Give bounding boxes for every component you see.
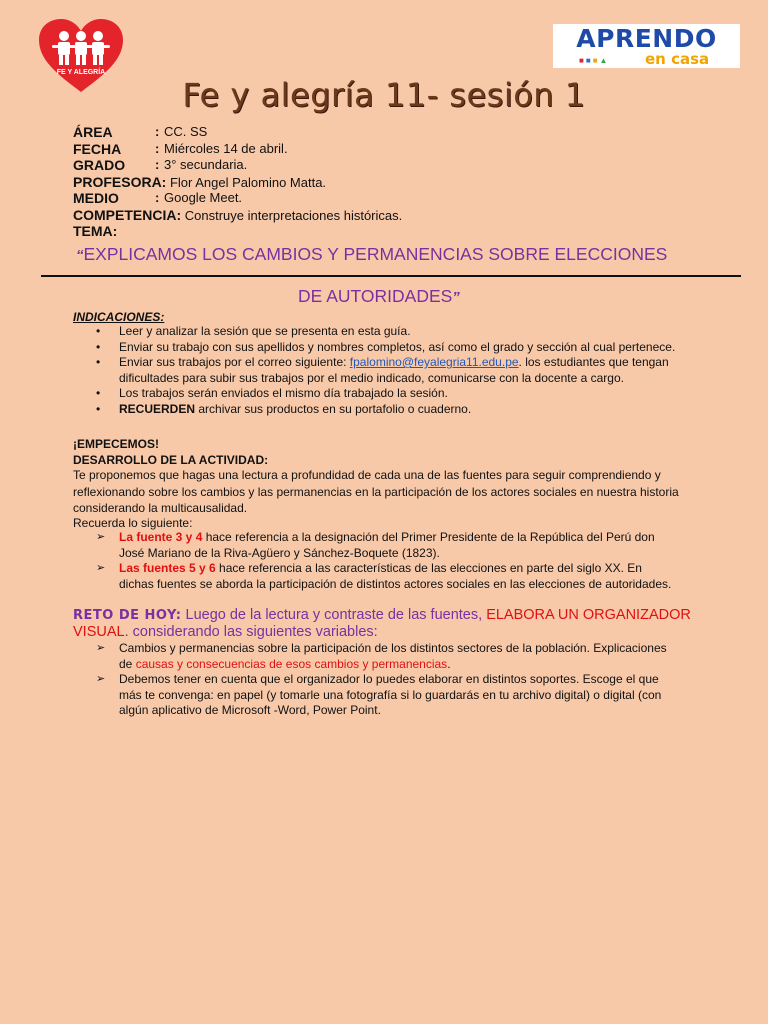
arrow-bullet-icon: ➢ (96, 531, 106, 543)
item-red: causas y consecuencias de esos cambios y permanencias (135, 656, 448, 671)
list-item (0, 340, 679, 356)
aprendo-en-casa-logo (553, 24, 740, 68)
reto-text-2: . considerando las siguientes variables: (124, 624, 378, 640)
email-link[interactable]: fpalomino@feyalegria11.edu.pe (349, 355, 519, 369)
grado-label: GRADO (73, 157, 126, 173)
mail-prefix: Enviar sus trabajos por el correo siguiente: (119, 355, 350, 369)
reto-red: ELABORA UN ORGANIZADOR VISUAL (73, 607, 691, 640)
item-text: Debemos tener en cuenta que el organizador lo puedes elaborar en distintos soportes. Escoge el que más te convenga: en papel (y tomarle una fotografía si lo guardarás en tu archivo digital) o digital (con algún aplicativo de Microsoft -Word, Power Point. (119, 672, 662, 717)
profesora-value: Flor Angel Palomino Matta. (169, 174, 327, 190)
bullet-icon: • (96, 355, 101, 369)
colon: : (155, 140, 160, 156)
item-text: Enviar su trabajo con sus apellidos y nombres completos, así como el grado y sección al cual pertenece. (119, 339, 676, 354)
tema-label: TEMA: (73, 223, 118, 239)
reto-de-hoy (73, 607, 713, 641)
item-text: Cambios y permanencias sobre la participación de los distintos sectores de la población. Explicaciones de (119, 641, 667, 671)
divider (41, 275, 741, 277)
colon: : (155, 190, 160, 205)
area-value: CC. SS (164, 124, 208, 139)
bullet-icon: • (96, 339, 101, 354)
logo-right-title: APRENDO (576, 24, 717, 53)
list-item (0, 530, 679, 561)
list-item (0, 324, 679, 340)
item-text: hace referencia a las características de las elecciones en parte del siglo XX. En dichas fuentes se aborda la participación de distintos actores sociales en las elecciones de autoridades. (119, 561, 672, 591)
fuente-label: Las fuentes 5 y 6 (119, 561, 216, 575)
indicaciones-list (0, 324, 768, 417)
recuerda-text: Recuerda lo siguiente: (73, 516, 193, 530)
arrow-bullet-icon: ➢ (96, 562, 106, 574)
variables-list (0, 641, 768, 719)
list-item (0, 402, 679, 418)
tema-line-2 (298, 286, 460, 307)
list-item (0, 386, 679, 402)
fecha-value: Miércoles 14 de abril. (164, 140, 288, 156)
list-item (0, 641, 679, 672)
item-text: Los trabajos serán enviados el mismo día trabajado la sesión. (119, 386, 448, 400)
medio-value: Google Meet. (164, 190, 243, 205)
mail-suffix: . los estudiantes que tengan dificultades para subir sus trabajos por el medio indicado, comunicarse con la docente a cargo. (119, 355, 669, 385)
bullet-icon: • (96, 386, 101, 400)
logo-right-sub: en casa (645, 50, 710, 68)
logo-right-sub-row (553, 52, 740, 68)
grado-value: 3° secundaria. (164, 157, 248, 172)
list-item (0, 355, 679, 386)
item-text: archivar sus productos en su portafolio o cuaderno. (195, 401, 472, 416)
empecemos: ¡EMPECEMOS! (73, 437, 160, 451)
fuentes-list (0, 530, 768, 592)
intro-paragraph: Te proponemos que hagas una lectura a profundidad de cada una de las fuentes para seguir comprendiendo y reflexionando sobre los cambios y las permanencias en la participación de los actores sociales en nuestra historia considerando la multicausalidad. (73, 468, 679, 515)
reto-label: RETO DE HOY: (73, 608, 182, 623)
close-quote: ” (452, 289, 460, 306)
logo-left-text: FE Y ALEGRÍA (56, 69, 106, 76)
info-block (73, 124, 402, 240)
page-title: Fe y alegría 11- sesión 1 (182, 76, 586, 114)
medio-label: MEDIO (73, 190, 119, 206)
tema-text-1: EXPLICAMOS LOS CAMBIOS Y PERMANENCIAS SOBRE ELECCIONES (83, 244, 668, 264)
arrow-bullet-icon: ➢ (96, 673, 106, 685)
item-text: Leer y analizar la sesión que se presenta en esta guía. (119, 324, 411, 338)
item-bold: RECUERDEN (119, 401, 196, 416)
arrow-bullet-icon: ➢ (96, 642, 106, 654)
tema-line-1 (76, 244, 667, 265)
fecha-label: FECHA (73, 140, 122, 157)
competencia-label: COMPETENCIA: (73, 206, 182, 223)
colon: : (155, 124, 160, 139)
bullet-icon: • (96, 401, 101, 416)
indicaciones-title: INDICACIONES: (73, 310, 165, 324)
reto-text-1: Luego de la lectura y contraste de las fuentes, (181, 607, 487, 623)
area-label: ÁREA (73, 124, 113, 140)
colon: : (155, 157, 160, 172)
list-item (0, 561, 679, 592)
item-text: hace referencia a la designación del Primer Presidente de la República del Perú don José Mariano de la Riva-Agüero y Sánchez-Boquete (1823). (119, 530, 655, 560)
profesora-label: PROFESORA: (73, 173, 167, 190)
desarrollo-title: DESARROLLO DE LA ACTIVIDAD: (73, 453, 269, 467)
colored-dots-icon: ■■■▲ (579, 56, 610, 65)
list-item (0, 672, 679, 719)
competencia-value: Construye interpretaciones históricas. (184, 207, 403, 223)
fuente-label: La fuente 3 y 4 (119, 530, 203, 544)
tema-text-2: DE AUTORIDADES (298, 286, 453, 306)
item-end: . (447, 656, 451, 671)
bullet-icon: • (96, 324, 101, 338)
open-quote: “ (76, 247, 84, 264)
